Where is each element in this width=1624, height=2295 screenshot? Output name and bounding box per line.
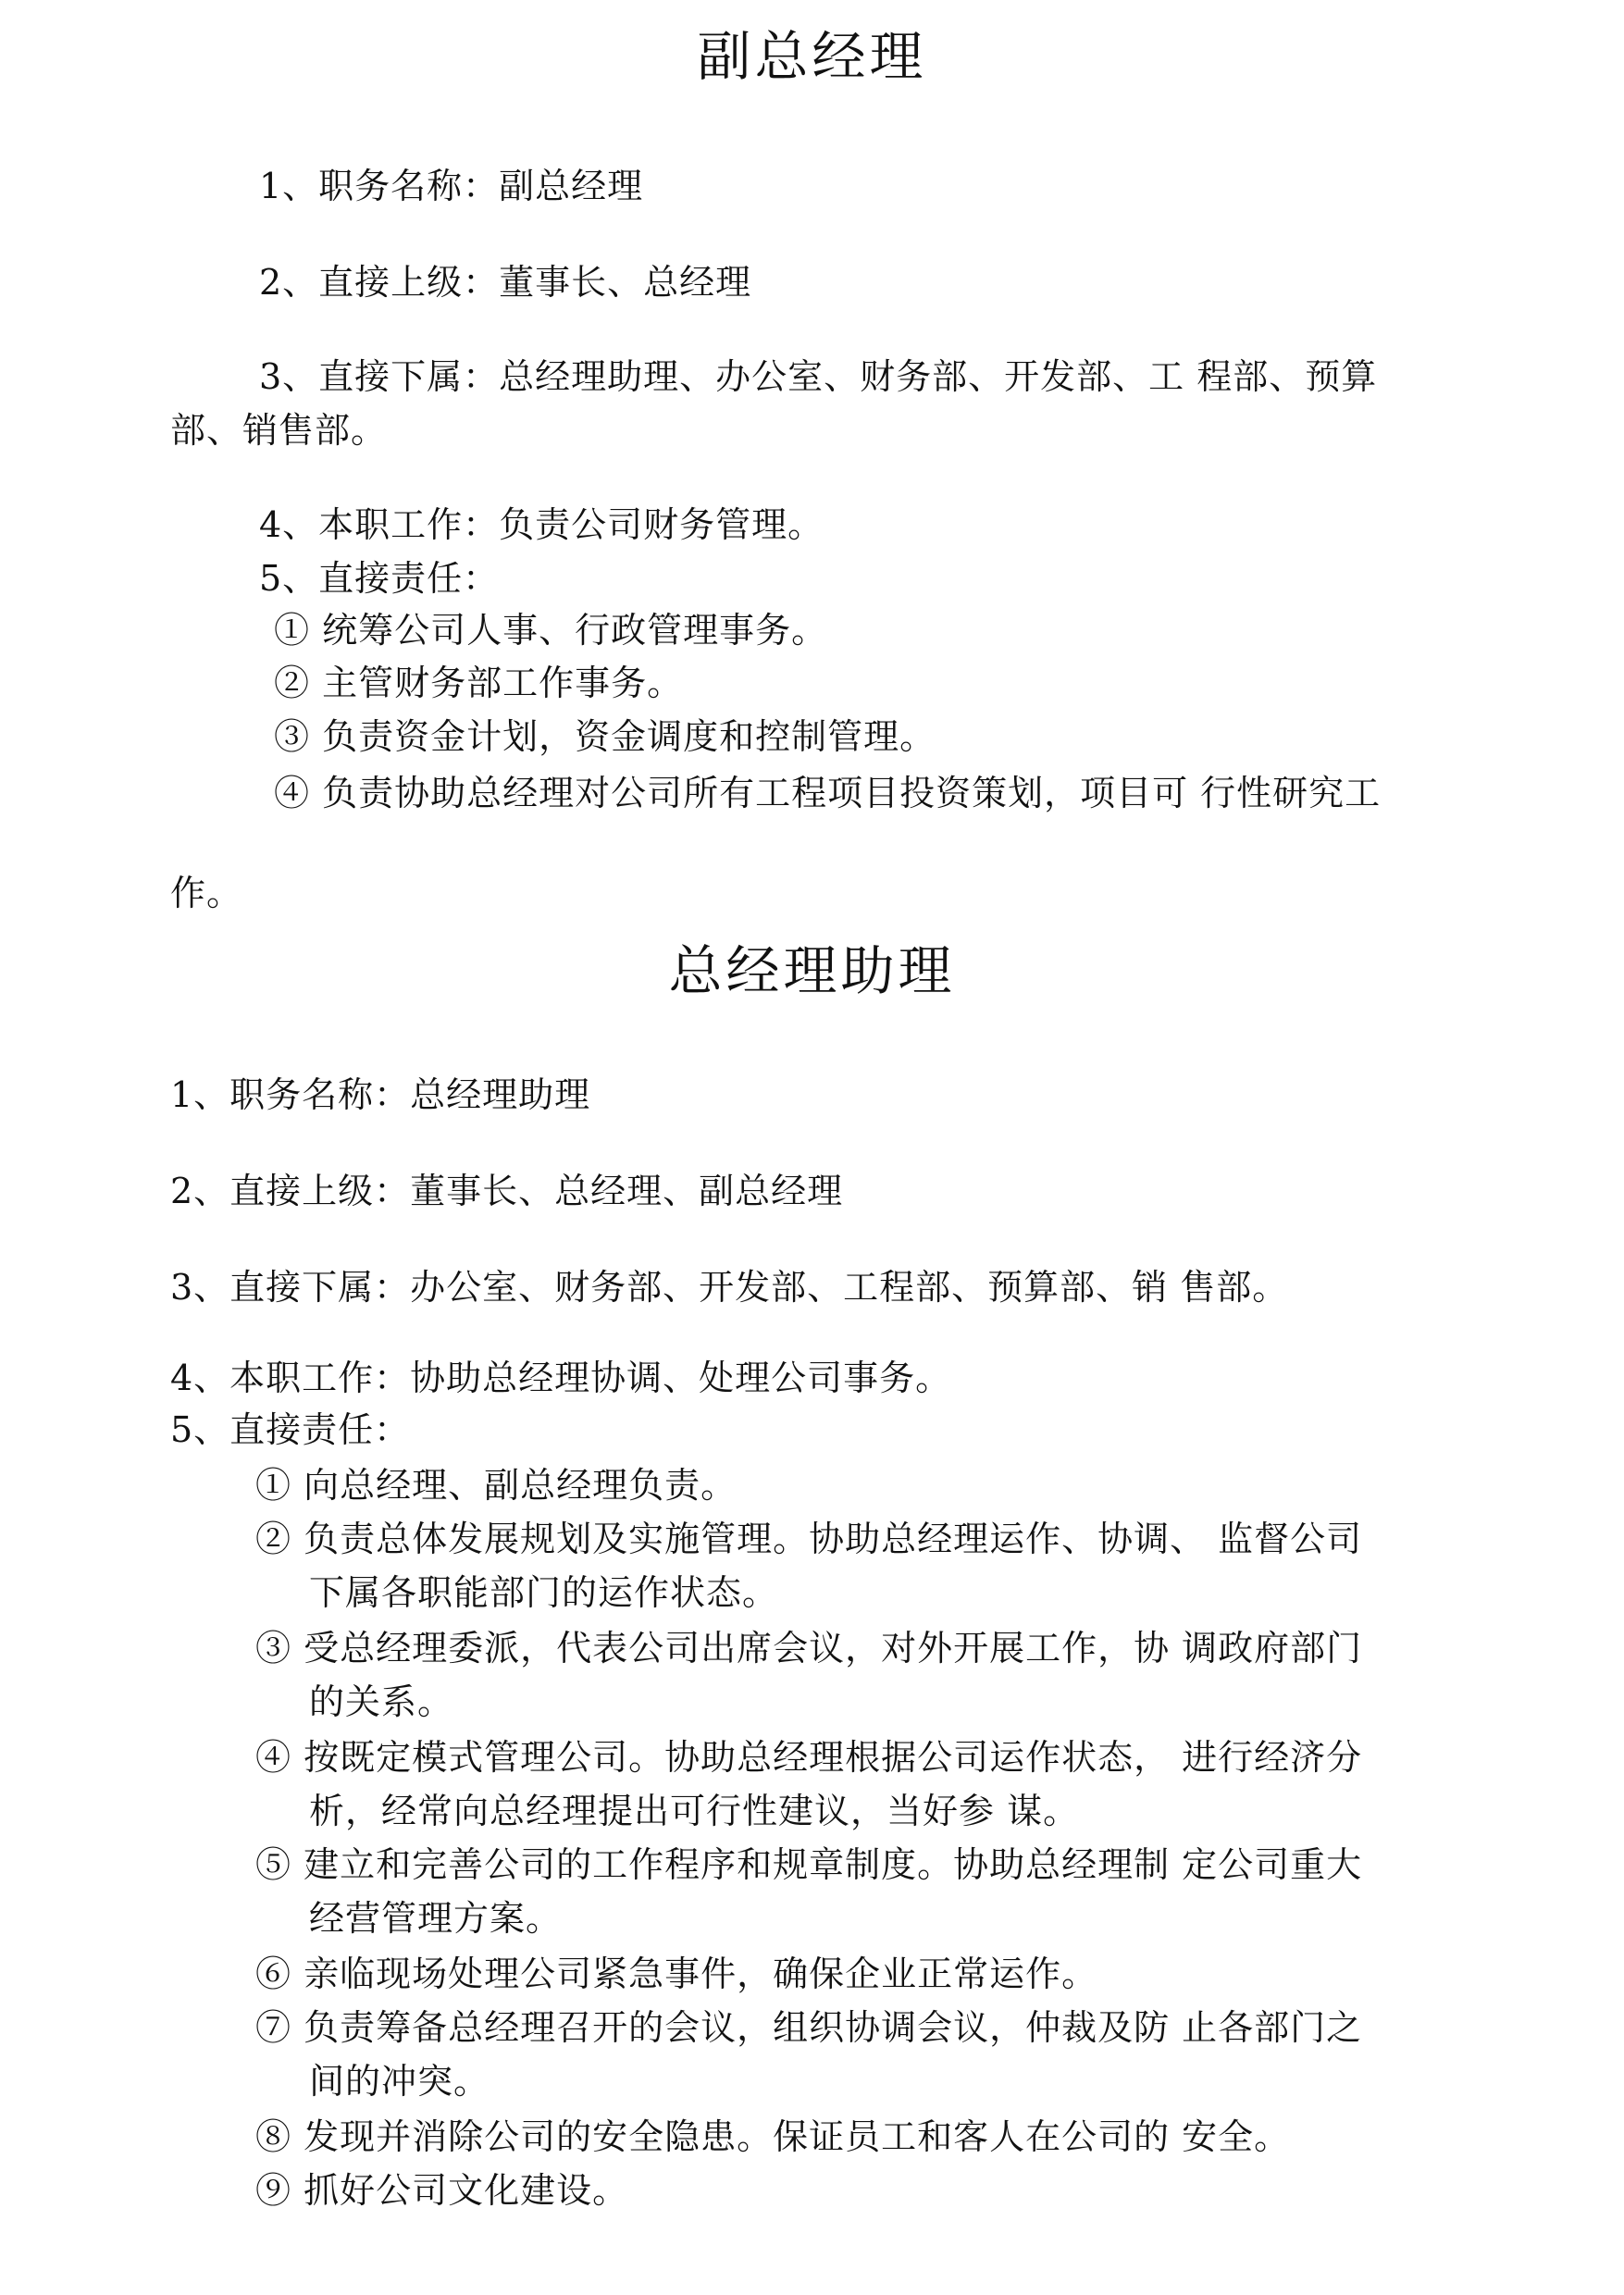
section1-subordinates-line2: 部、销售部。 — [170, 410, 388, 451]
section2-responsibility-2-cont: 下属各职能部门的运作状态。 — [309, 1572, 779, 1613]
section2-responsibility-4-cont: 析，经常向总经理提出可行性建议，当好参 谋。 — [309, 1791, 1080, 1831]
section2-responsibility-heading: 5、直接责任： — [170, 1409, 411, 1450]
section2-responsibility-7: ⑦ 负责筹备总经理召开的会议，组织协调会议，仲裁及防 止各部门之 — [255, 2007, 1363, 2048]
section2-responsibility-2: ② 负责总体发展规划及实施管理。协助总经理运作、协调、 监督公司 — [255, 1519, 1363, 1559]
section2-job-name: 1、职务名称：总经理助理 — [170, 1074, 591, 1115]
section1-responsibility-3: ③ 负责资金计划，资金调度和控制管理。 — [274, 716, 936, 757]
section2-responsibility-9: ⑨ 抓好公司文化建设。 — [255, 2170, 629, 2211]
section1-subordinates-line1: 3、直接下属：总经理助理、办公室、财务部、开发部、工 程部、预算 — [259, 356, 1378, 397]
section1-title: 副总经理 — [697, 25, 927, 88]
section1-responsibility-2: ② 主管财务部工作事务。 — [274, 663, 684, 703]
section1-responsibility-1: ① 统筹公司人事、行政管理事务。 — [274, 610, 828, 651]
section2-subordinates: 3、直接下属：办公室、财务部、开发部、工程部、预算部、销 售部。 — [170, 1267, 1289, 1308]
section1-duty: 4、本职工作：负责公司财务管理。 — [259, 504, 824, 545]
section1-responsibility-heading: 5、直接责任： — [259, 558, 500, 599]
section2-responsibility-4: ④ 按既定模式管理公司。协助总经理根据公司运作状态， 进行经济分 — [255, 1737, 1363, 1778]
section1-superior: 2、直接上级：董事长、总经理 — [259, 262, 752, 303]
section2-responsibility-3-cont: 的关系。 — [309, 1681, 454, 1722]
section2-responsibility-8: ⑧ 发现并消除公司的安全隐患。保证员工和客人在公司的 安全。 — [255, 2116, 1291, 2157]
section2-responsibility-6: ⑥ 亲临现场处理公司紧急事件，确保企业正常运作。 — [255, 1954, 1098, 1994]
section2-responsibility-7-cont: 间的冲突。 — [309, 2061, 490, 2102]
section2-responsibility-1: ① 向总经理、副总经理负责。 — [255, 1465, 738, 1506]
section2-superior: 2、直接上级：董事长、总经理、副总经理 — [170, 1171, 844, 1211]
section2-responsibility-3: ③ 受总经理委派，代表公司出席会议，对外开展工作，协 调政府部门 — [255, 1628, 1363, 1669]
section2-responsibility-5: ⑤ 建立和完善公司的工作程序和规章制度。协助总经理制 定公司重大 — [255, 1844, 1363, 1885]
section1-responsibility-4: ④ 负责协助总经理对公司所有工程项目投资策划，项目可 行性研究工 — [274, 773, 1382, 813]
section2-responsibility-5-cont: 经营管理方案。 — [309, 1898, 563, 1939]
section1-responsibility-tail: 作。 — [170, 873, 243, 913]
section2-duty: 4、本职工作：协助总经理协调、处理公司事务。 — [170, 1358, 952, 1398]
section1-job-name: 1、职务名称：副总经理 — [259, 166, 644, 206]
section2-title: 总经理助理 — [668, 939, 956, 1002]
